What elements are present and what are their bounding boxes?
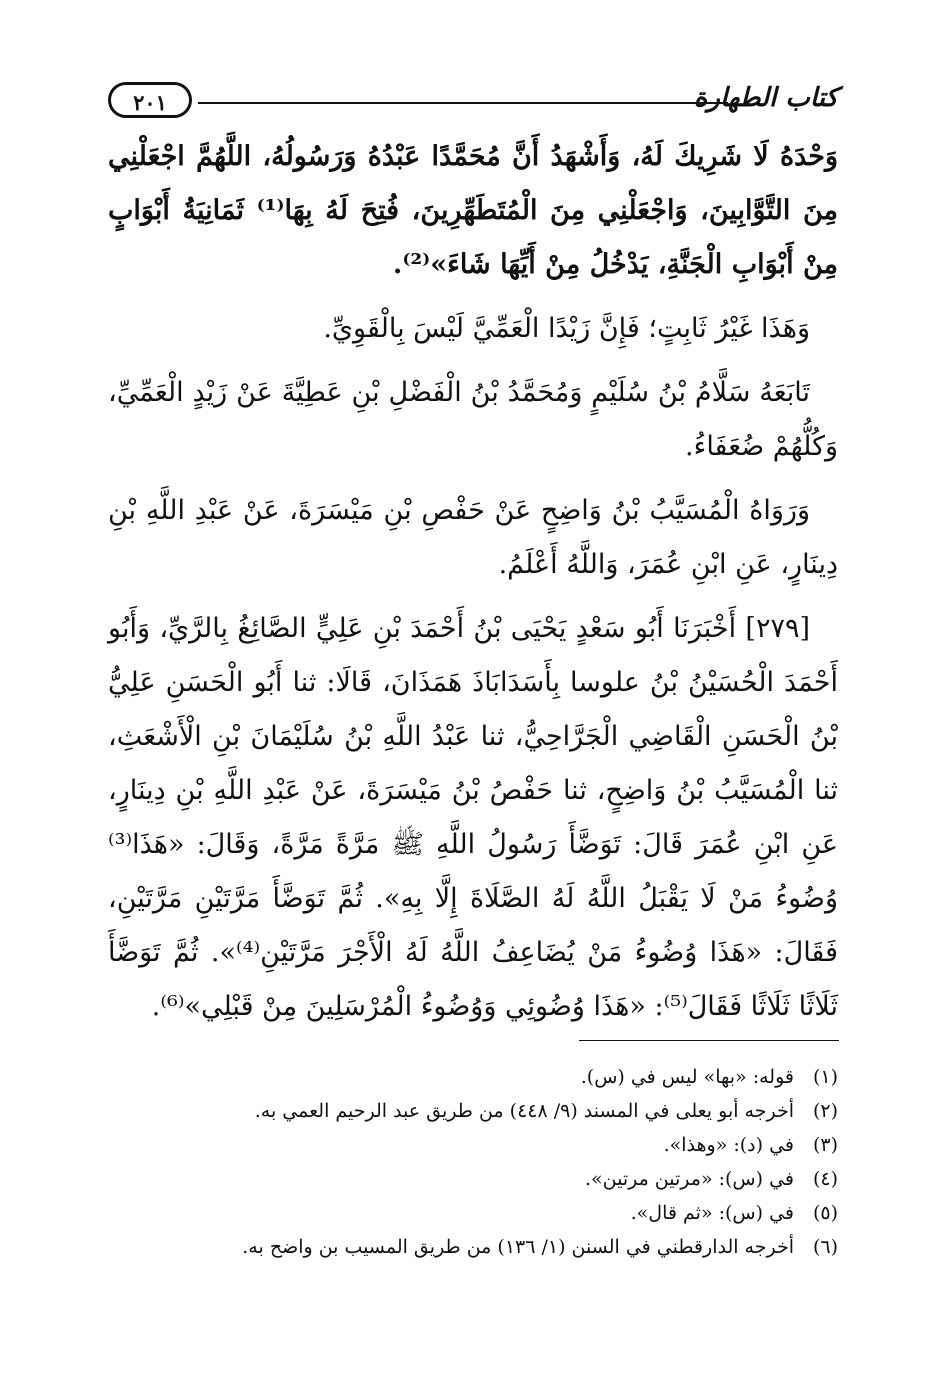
footnote-item	[108, 1128, 838, 1162]
running-header	[108, 78, 838, 126]
paragraph-hadith-end: وَحْدَهُ لَا شَرِيكَ لَهُ، وَأَشْهَدُ أَنَّ مُحَمَّدًا عَبْدُهُ وَرَسُولُهُ، اللَّهُمَّ اجْعَلْنِي مِنَ التَّوَّابِينَ، وَاجْعَلْنِي مِنَ الْمُتَطَهِّرِينَ، فُتِحَ لَهُ بِهَا⁽¹⁾ ثَمَانِيَةُ أَبْوَابٍ مِنْ أَبْوَابِ الْجَنَّةِ، يَدْخُلُ مِنْ أَيِّهَا شَاءَ»⁽²⁾.	[108, 141, 838, 280]
page-number: ٢٠١	[108, 82, 192, 118]
footnote-item	[108, 1230, 838, 1264]
footnote-text: في (د): «وهذا».	[663, 1134, 794, 1156]
footnote-item	[108, 1060, 838, 1094]
footnote-text: قوله: «بها» ليس في (س).	[580, 1066, 794, 1088]
footnote-number: (٤)	[812, 1168, 838, 1190]
footnote-separator	[579, 1040, 839, 1041]
footnote-text: في (س): «ثم قال».	[630, 1202, 794, 1224]
footnote-text: أخرجه الدارقطني في السنن (١/ ١٣٦) من طريق المسيب بن واضح به.	[242, 1236, 794, 1258]
header-rule	[198, 102, 728, 104]
footnote-text: في (س): «مرتين مرتين».	[584, 1168, 794, 1190]
paragraph-narration: وَرَوَاهُ الْمُسَيَّبُ بْنُ وَاضِحٍ عَنْ حَفْصِ بْنِ مَيْسَرَةَ، عَنْ عَبْدِ اللَّهِ بْنِ دِينَارٍ، عَنِ ابْنِ عُمَرَ، وَاللَّهُ أَعْلَمُ.	[108, 495, 838, 580]
footnote-item	[108, 1162, 838, 1196]
footnote-number: (٥)	[812, 1202, 838, 1224]
paragraph-hadith-279: [٢٧٩] أَخْبَرَنَا أَبُو سَعْدٍ يَحْيَى بْنُ أَحْمَدَ بْنِ عَلِيٍّ الصَّائِغُ بِالرَّيِّ، وَأَبُو أَحْمَدَ الْحُسَيْنُ بْنُ علوسا بِأَسَدَابَاذَ هَمَذَانَ، قَالَا: ثنا أَبُو الْحَسَنِ عَلِيُّ بْنُ الْحَسَنِ الْقَاضِي الْجَرَّاحِيُّ، ثنا عَبْدُ اللَّهِ بْنُ سُلَيْمَانَ بْنِ الْأَشْعَثِ، ثنا الْمُسَيَّبُ بْنُ وَاضِحٍ، ثنا حَفْصُ بْنُ مَيْسَرَةَ، عَنْ عَبْدِ اللَّهِ بْنِ دِينَارٍ، عَنِ ابْنِ عُمَرَ قَالَ: تَوَضَّأَ رَسُولُ اللَّهِ ﷺ مَرَّةً مَرَّةً، وَقَالَ: «هَذَا⁽³⁾ وُضُوءُ مَنْ لَا يَقْبَلُ اللَّهُ لَهُ الصَّلَاةَ إِلَّا بِهِ». ثُمَّ تَوَضَّأَ مَرَّتَيْنِ مَرَّتَيْنِ، فَقَالَ: «هَذَا وُضُوءُ مَنْ يُضَاعِفُ اللَّهُ لَهُ الْأَجْرَ مَرَّتَيْنِ⁽⁴⁾». ثُمَّ تَوَضَّأَ ثَلَاثًا ثَلَاثًا فَقَالَ⁽⁵⁾: «هَذَا وُضُوئِي وَوُضُوءُ الْمُرْسَلِينَ مِنْ قَبْلِي»⁽⁶⁾.	[108, 613, 838, 1022]
footnote-number: (٦)	[812, 1236, 838, 1258]
footnote-item	[108, 1094, 838, 1128]
footnote-text: أخرجه أبو يعلى في المسند (٩/ ٤٤٨) من طريق عبد الرحيم العمي به.	[254, 1100, 794, 1122]
footnote-item	[108, 1196, 838, 1230]
footnote-number: (١)	[812, 1066, 838, 1088]
main-text	[108, 130, 838, 1034]
footnote-number: (٣)	[812, 1134, 838, 1156]
paragraph-grading: وَهَذَا غَيْرُ ثَابِتٍ؛ فَإِنَّ زَيْدًا الْعَمِّيَّ لَيْسَ بِالْقَوِيِّ.	[323, 313, 810, 344]
footnote-number: (٢)	[812, 1100, 838, 1122]
paragraph-corroboration: تَابَعَهُ سَلَّامُ بْنُ سُلَيْمٍ وَمُحَمَّدُ بْنُ الْفَضْلِ بْنِ عَطِيَّةَ عَنْ زَيْدٍ الْعَمِّيِّ، وَكُلُّهُمْ ضُعَفَاءُ.	[108, 377, 838, 462]
book-title: كتاب الطهارة	[693, 83, 838, 113]
footnotes	[108, 1060, 838, 1264]
